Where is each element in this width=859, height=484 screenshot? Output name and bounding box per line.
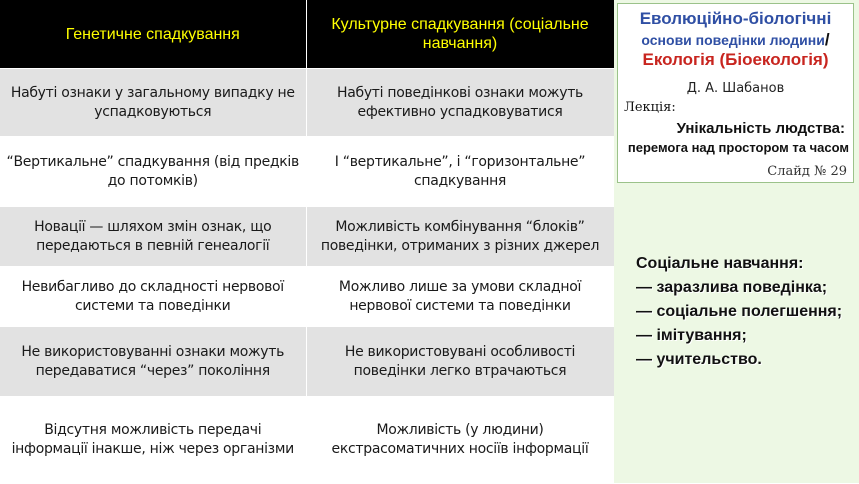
table-cell-cultural: Не використовувані особливості поведінки легко втрачаються: [306, 327, 614, 397]
course-info-box: [617, 3, 854, 183]
table-row: [0, 327, 614, 397]
lecture-title-line1: Унікальність людства:: [676, 120, 845, 137]
table-cell-genetic: Новації — шляхом змін ознак, що передаються в певній генеалогії: [0, 207, 306, 267]
title-slash: /: [824, 30, 830, 49]
course-title-line1: Еволюційно-біологічні: [639, 9, 832, 28]
social-learning-item: — імітування;: [636, 327, 747, 344]
table-cell-genetic: Відсутня можливість передачі інформації інакше, ніж через організми: [0, 397, 306, 484]
social-learning-item: — заразлива поведінка;: [636, 279, 828, 296]
header-genetic: Генетичне спадкування: [0, 0, 306, 69]
table-cell-genetic: Не використовуванні ознаки можуть передаватися “через” покоління: [0, 327, 306, 397]
header-cultural: Культурне спадкування (соціальне навчання): [306, 0, 614, 69]
social-learning-heading: Соціальне навчання:: [636, 255, 804, 272]
table-row: [0, 137, 614, 207]
author-name: Д. А. Шабанов: [686, 81, 785, 96]
table-cell-genetic: Невибагливо до складності нервової системи та поведінки: [0, 267, 306, 327]
slide-number: Слайд № 29: [767, 164, 847, 179]
lecture-title-line2: перемога над простором та часом: [627, 140, 849, 155]
social-learning-block: [636, 252, 856, 372]
table-row: [0, 207, 614, 267]
course-title-line2-wrapper: [618, 30, 853, 50]
social-learning-item: — учительство.: [636, 351, 762, 368]
social-learning-item: — соціальне полегшення;: [636, 303, 843, 320]
table-row: [0, 397, 614, 484]
table-cell-cultural: Набуті поведінкові ознаки можуть ефективно успадковуватися: [306, 69, 614, 137]
table-cell-genetic: Набуті ознаки у загальному випадку не успадковуються: [0, 69, 306, 137]
table-cell-cultural: Можливо лише за умови складної нервової системи та поведінки: [306, 267, 614, 327]
table-cell-genetic: “Вертикальне” спадкування (від предків до потомків): [0, 137, 306, 207]
table-cell-cultural: Можливість (у людини) екстрасоматичних носіїв інформації: [306, 397, 614, 484]
table-row: [0, 69, 614, 137]
table-cell-cultural: І “вертикальне”, і “горизонтальне” спадкування: [306, 137, 614, 207]
course-title-line3: Екологія (Біоекологія): [642, 50, 829, 69]
table-header-row: [0, 0, 614, 69]
course-title-line2: основи поведінки людини: [641, 32, 825, 48]
lecture-label: Лекція:: [624, 100, 676, 115]
table-cell-cultural: Можливість комбінування “блоків” поведінки, отриманих з різних джерел: [306, 207, 614, 267]
side-panel: [614, 0, 859, 483]
table-row: [0, 267, 614, 327]
